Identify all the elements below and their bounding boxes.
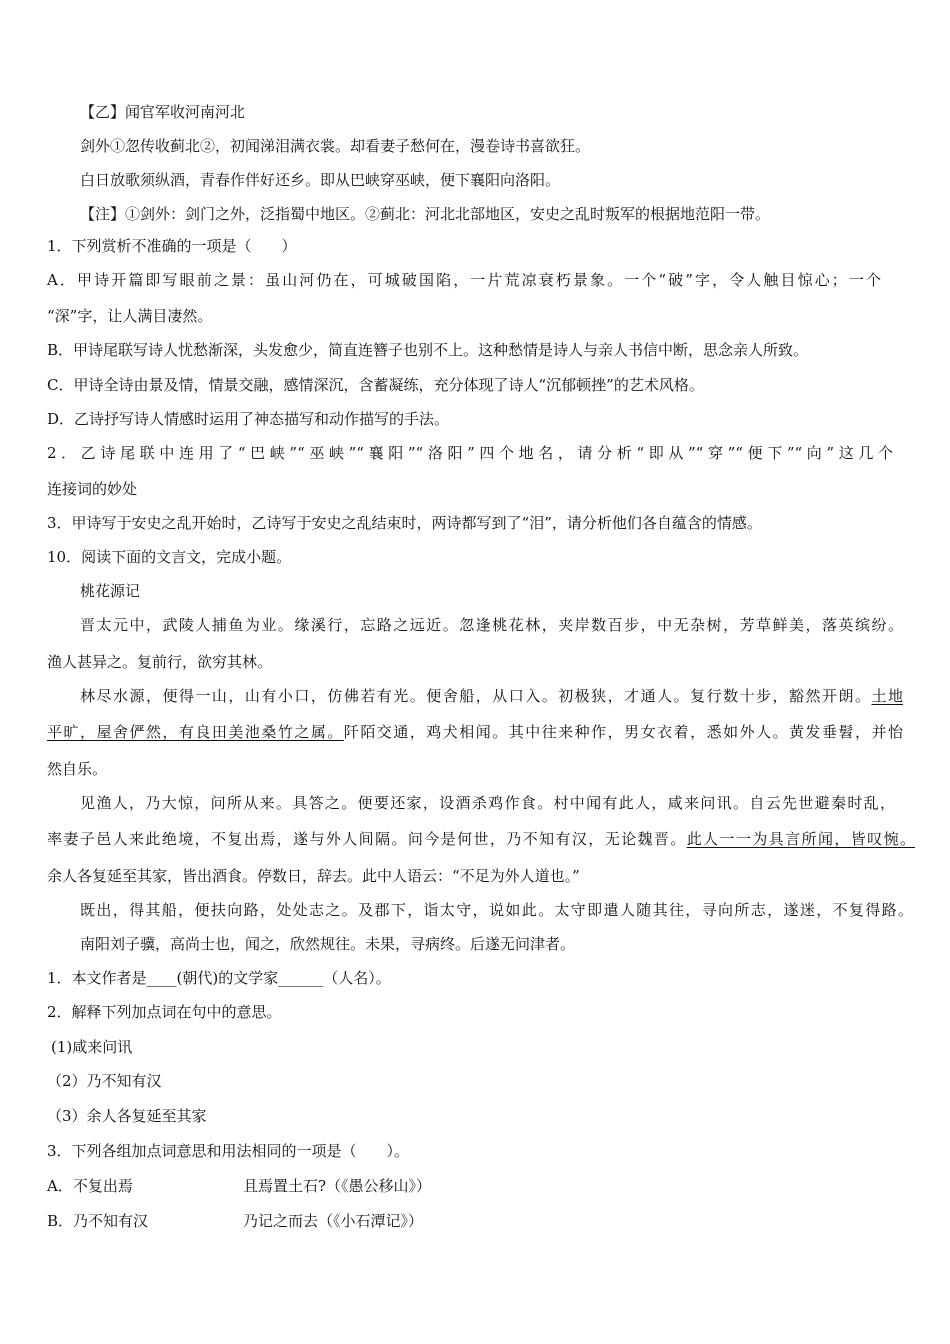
- question-3: 3．甲诗写于安史之乱开始时，乙诗写于安史之乱结束时，两诗都写到了“泪”，请分析他们各自蕴含的情感。: [47, 514, 762, 532]
- question-2-line: 2．乙诗尾联中连用了“巴峡”“巫峡”“襄阳”“洛阳”四个地名，请分析“即从”“穿”“便下”“向”这几个: [47, 444, 893, 462]
- sub-question-2-item: （3）余人各复延至其家: [47, 1107, 207, 1125]
- text-paragraph-line: 南阳刘子骥，高尚士也，闻之，欣然规往。未果，寻病终。后遂无问津者。: [80, 935, 576, 953]
- sub-question-1: 1．本文作者是____(朝代)的文学家______（人名）。: [47, 969, 391, 987]
- underlined-text: 此人一一为具言所闻，皆叹惋。: [686, 830, 915, 848]
- option-a-line: A．甲诗开篇即写眼前之景：虽山河仍在，可城破国陷，一片荒凉衰朽景象。一个“破”字，令人触目惊心；一个: [47, 271, 881, 289]
- option-b-left: B．乃不知有汉: [47, 1212, 149, 1230]
- text-paragraph-line: [47, 829, 915, 849]
- sub-question-2-item: (1)咸来问讯: [51, 1038, 133, 1056]
- underlined-text: 平旷，屋舍俨然，有良田美池桑竹之属。: [47, 723, 344, 741]
- question-2-line: 连接词的妙处: [47, 480, 138, 498]
- sub-question-3: 3．下列各组加点词意思和用法相同的一项是（ ）。: [47, 1142, 410, 1160]
- text-paragraph-line: [47, 722, 903, 742]
- sub-question-2-item: （2）乃不知有汉: [47, 1072, 162, 1090]
- text-paragraph-line: 见渔人，乃大惊，问所从来。具答之。便要还家，设酒杀鸡作食。村中闻有此人，咸来问讯。自云先世避秦时乱，: [80, 794, 895, 812]
- text-paragraph-line: 然自乐。: [47, 760, 108, 778]
- text-segment: 林尽水源，便得一山，山有小口，仿佛若有光。便舍船，从口入。初极狭，才通人。复行数十步，豁然开朗。: [80, 687, 872, 705]
- poem-yi-note: 【注】①剑外：剑门之外，泛指蜀中地区。②蓟北：河北北部地区，安史之乱时叛军的根据地范阳一带。: [80, 205, 771, 223]
- text-paragraph-line: 晋太元中，武陵人捕鱼为业。缘溪行，忘路之远近。忽逢桃花林，夹岸数百步，中无杂树，芳草鲜美，落英缤纷。: [80, 616, 903, 634]
- text-paragraph-line: [80, 686, 903, 706]
- text-title: 桃花源记: [80, 582, 141, 600]
- question-1-stem: 1．下列赏析不准确的一项是（ ）: [47, 237, 297, 255]
- text-segment: 率妻子邑人来此绝境，不复出焉，遂与外人间隔。问今是何世，乃不知有汉，无论魏晋。: [47, 830, 687, 848]
- poem-yi-title: 【乙】闻官军收河南河北: [80, 103, 246, 121]
- option-d: D．乙诗抒写诗人情感时运用了神态描写和动作描写的手法。: [47, 410, 450, 428]
- poem-yi-line: 剑外①忽传收蓟北②，初闻涕泪满衣裳。却看妻子愁何在，漫卷诗书喜欲狂。: [80, 137, 591, 155]
- question-10-heading: 10．阅读下面的文言文，完成小题。: [47, 548, 292, 566]
- text-paragraph-line: 既出，得其船，便扶向路，处处志之。及郡下，诣太守，说如此。太守即遣人随其往，寻向所志，遂迷，不复得路。: [80, 901, 913, 919]
- option-b: B．甲诗尾联写诗人忧愁渐深，头发愈少，简直连簪子也别不上。这种愁情是诗人与亲人书信中断，思念亲人所致。: [47, 341, 809, 359]
- option-a-line: “深”字，让人满目凄然。: [47, 307, 213, 325]
- underlined-text: 土地: [871, 687, 903, 705]
- option-a-left: A．不复出焉: [47, 1177, 133, 1195]
- option-a-right: 且焉置土石?（《愚公移山》）: [243, 1177, 432, 1195]
- option-c: C．甲诗全诗由景及情，情景交融，感情深沉，含蓄凝练，充分体现了诗人“沉郁顿挫”的艺术风格。: [47, 376, 704, 394]
- text-paragraph-line: 余人各复延至其家，皆出酒食。停数日，辞去。此中人语云：“不足为外人道也。”: [47, 867, 580, 885]
- sub-question-2: 2．解释下列加点词在句中的意思。: [47, 1003, 282, 1021]
- option-b-right: 乃记之而去（《小石潭记》）: [243, 1212, 424, 1230]
- text-paragraph-line: 渔人甚异之。复前行，欲穷其林。: [47, 653, 273, 671]
- poem-yi-line: 白日放歌须纵酒，青春作伴好还乡。即从巴峡穿巫峡，便下襄阳向洛阳。: [80, 171, 561, 189]
- text-segment: 阡陌交通，鸡犬相闻。其中往来种作，男女衣着，悉如外人。黄发垂髫，并怡: [343, 723, 903, 741]
